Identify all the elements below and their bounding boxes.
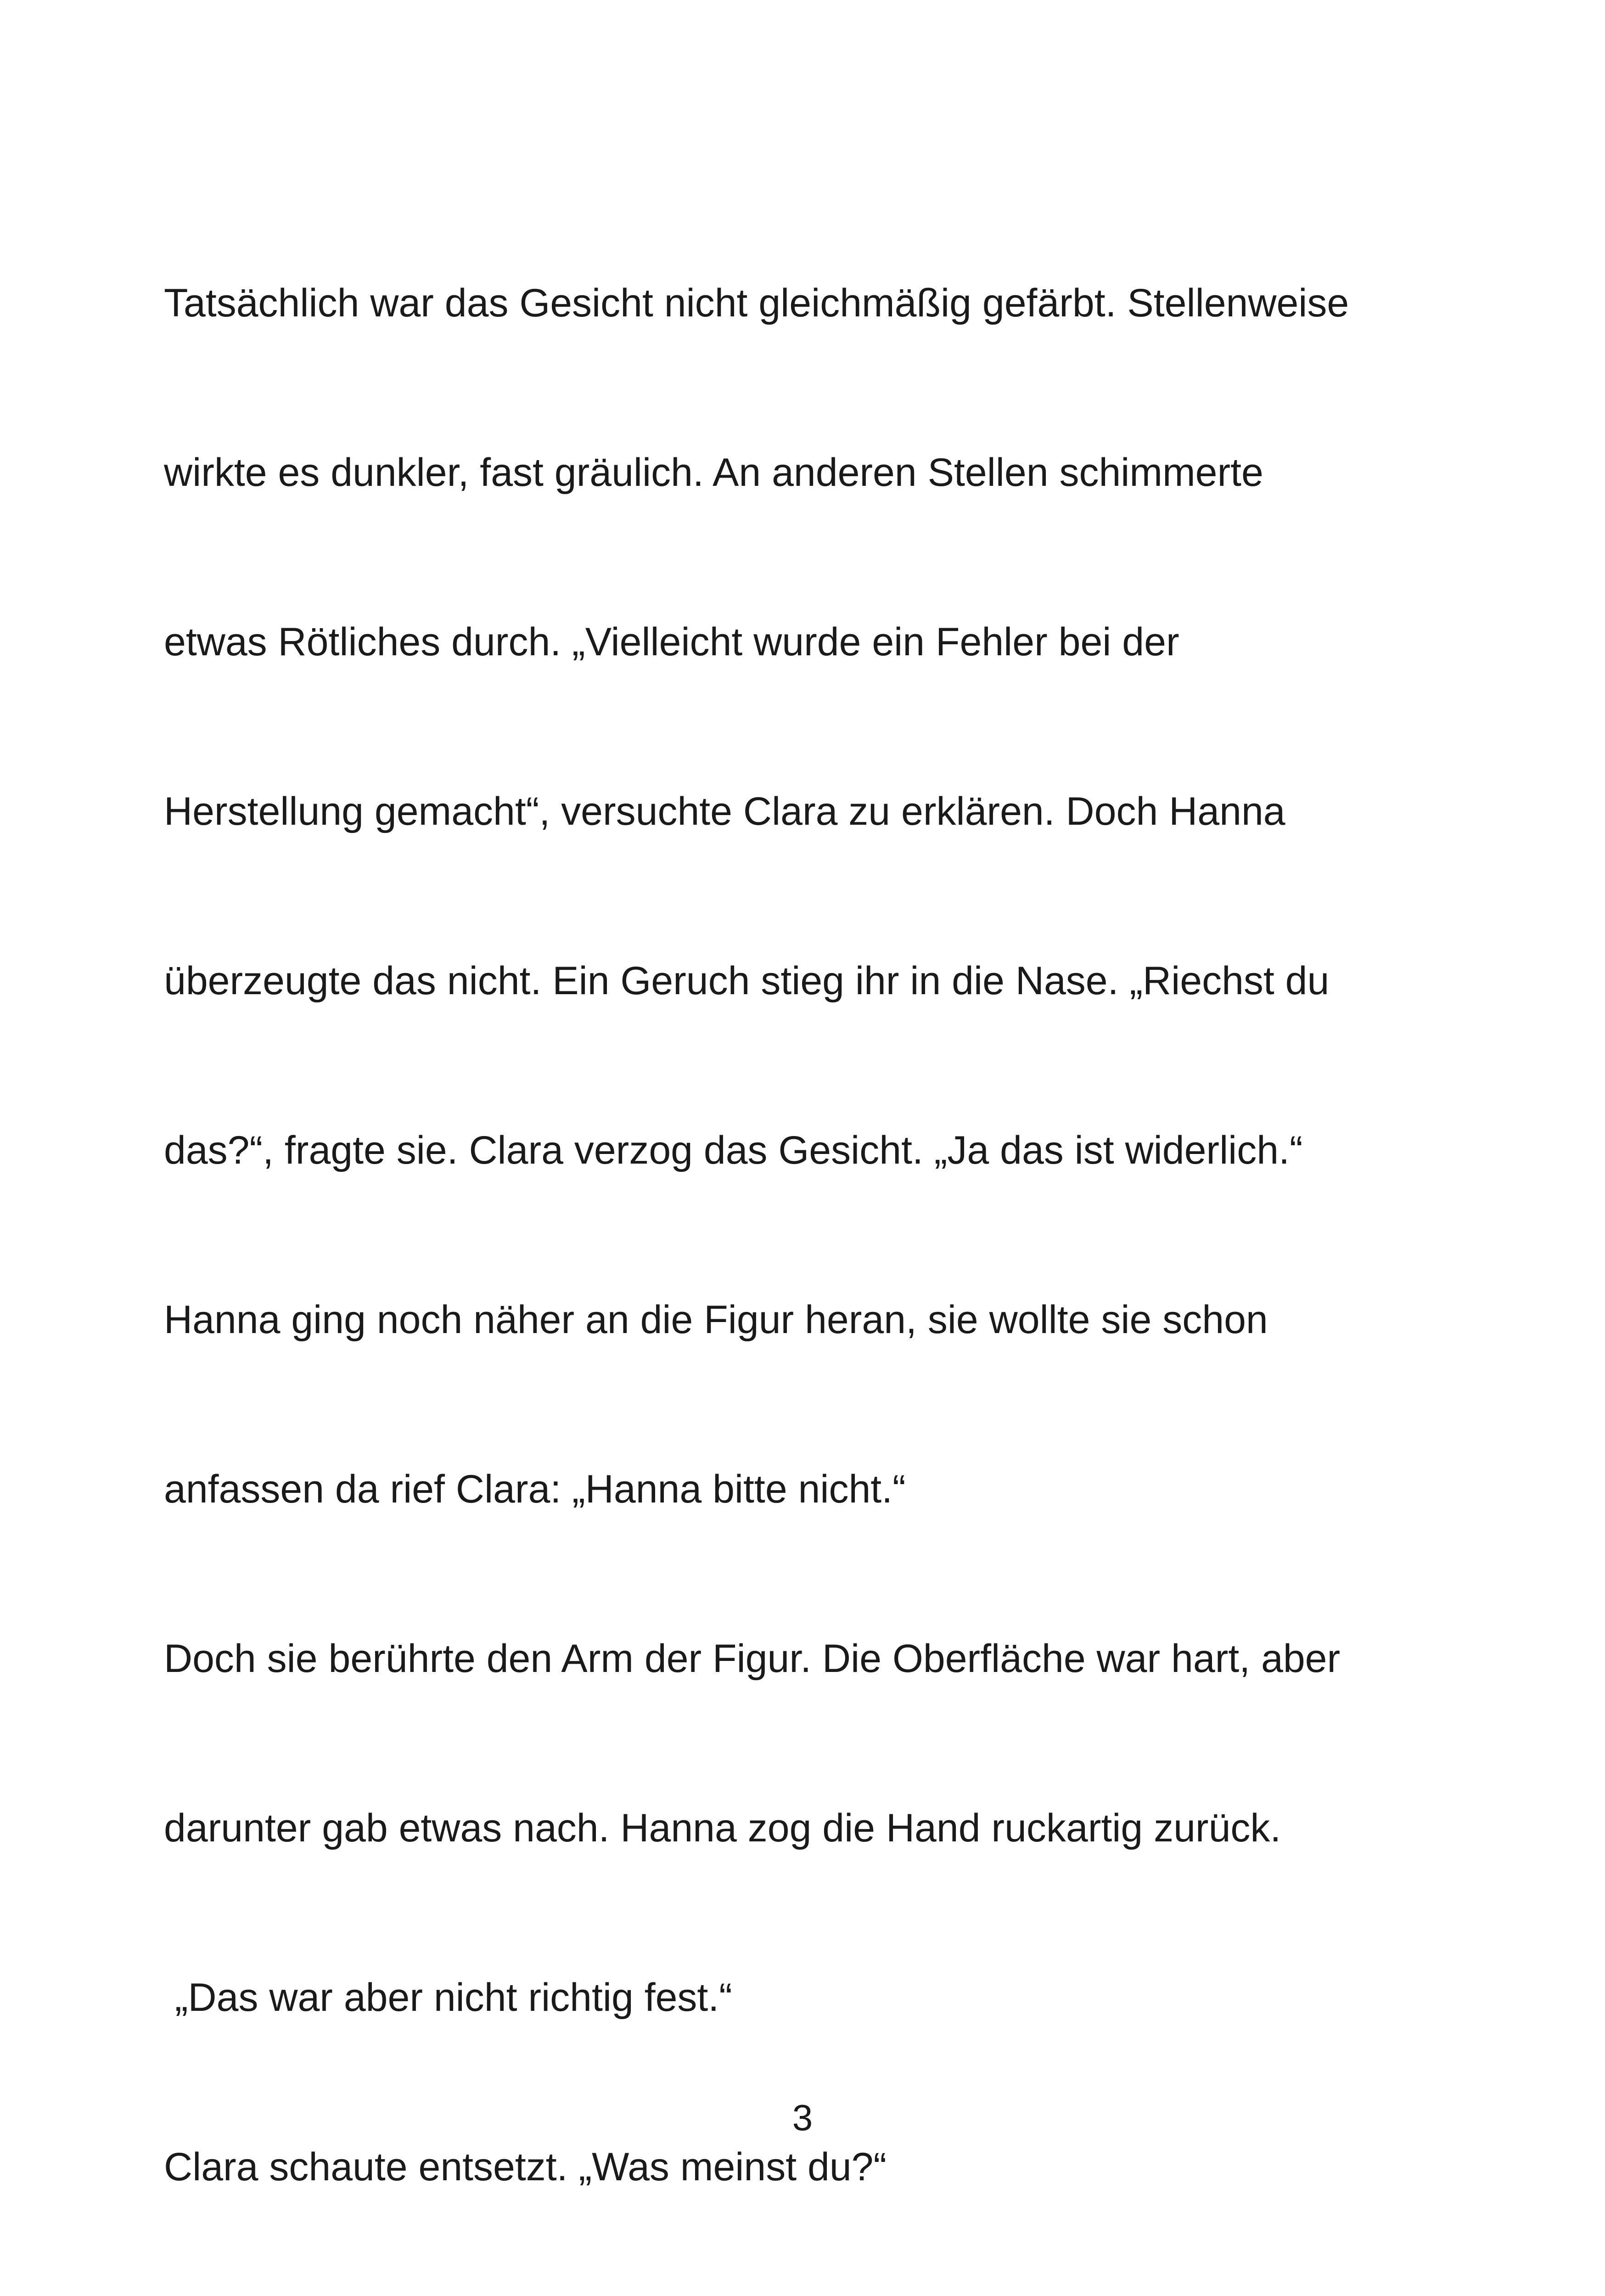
text-line: Doch sie berührte den Arm der Figur. Die Oberfläche war hart, aber [164, 1637, 1341, 1681]
text-line: das?“, fragte sie. Clara verzog das Gesicht. „Ja das ist widerlich.“ [164, 1128, 1303, 1172]
text-line: wirkte es dunkler, fast gräulich. An anderen Stellen schimmerte [164, 450, 1263, 495]
text-line: überzeugte das nicht. Ein Geruch stieg ihr in die Nase. „Riechst du [164, 959, 1330, 1003]
page-number: 3 [792, 2097, 813, 2138]
text-line: Hanna ging noch näher an die Figur heran, sie wollte sie schon [164, 1298, 1268, 1342]
text-line: anfassen da rief Clara: „Hanna bitte nicht.“ [164, 1467, 906, 1511]
text-line: etwas Rötliches durch. „Vielleicht wurde ein Fehler bei der [164, 620, 1179, 664]
text-line: Herstellung gemacht“, versuchte Clara zu erklären. Doch Hanna [164, 789, 1285, 833]
text-line: „Das war aber nicht richtig fest.“ [164, 1975, 732, 2020]
text-line: Clara schaute entsetzt. „Was meinst du?“ [164, 2145, 887, 2189]
text-line: darunter gab etwas nach. Hanna zog die Hand ruckartig zurück. [164, 1806, 1281, 1850]
text-line: Tatsächlich war das Gesicht nicht gleichmäßig gefärbt. Stellenweise [164, 281, 1349, 325]
story-text [164, 162, 1459, 2296]
